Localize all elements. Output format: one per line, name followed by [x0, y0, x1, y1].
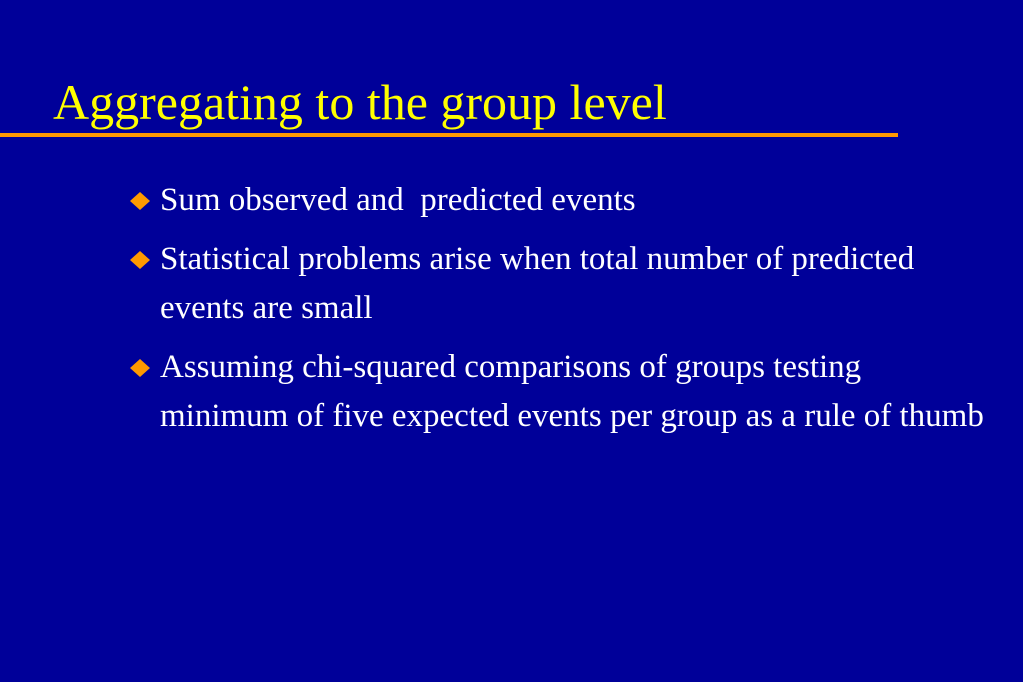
diamond-bullet-icon	[130, 251, 150, 269]
bullet-list	[128, 176, 988, 451]
diamond-bullet-icon	[130, 192, 150, 210]
bullet-item	[128, 343, 988, 441]
title-underline	[0, 133, 898, 137]
bullet-item	[128, 235, 988, 333]
bullet-text: Assuming chi-squared comparisons of groups testing minimum of five expected events per group as a rule of thumb	[160, 349, 984, 434]
bullet-text: Statistical problems arise when total number of predicted events are small	[160, 241, 915, 326]
diamond-bullet-icon	[130, 359, 150, 377]
slide-title: Aggregating to the group level	[53, 74, 667, 130]
bullet-text: Sum observed and predicted events	[160, 182, 636, 218]
bullet-item	[128, 176, 988, 225]
